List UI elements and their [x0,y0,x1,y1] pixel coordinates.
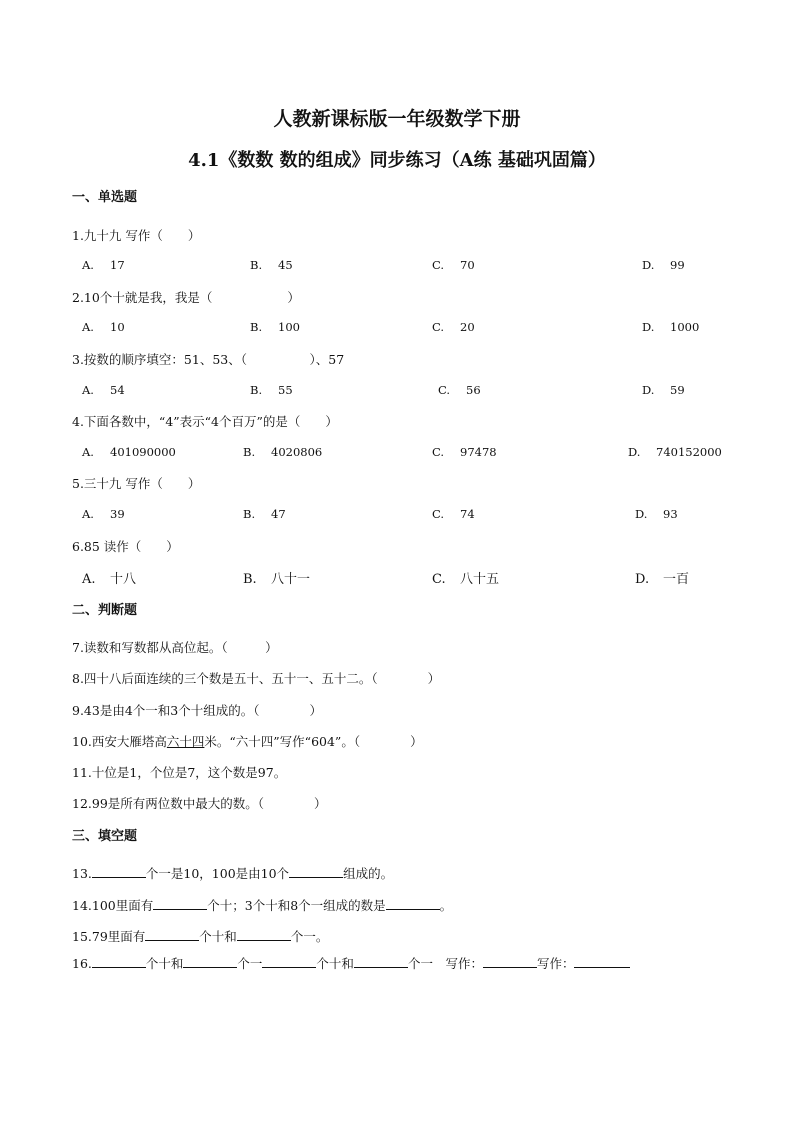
blank-input[interactable] [386,897,440,910]
question-14: 14.100里面有 个十；3个十和8个一组成的数是 。 [72,898,453,913]
question-11: 11.十位是1，个位是7，这个数是97。 [72,765,287,780]
option-3b[interactable]: B. 55 [250,383,293,397]
question-12: 12.99是所有两位数中最大的数。（ ） [72,796,327,811]
blank-input[interactable] [262,955,316,968]
blank-input[interactable] [289,865,343,878]
option-3c[interactable]: C. 56 [438,383,481,397]
blank-input[interactable] [145,928,199,941]
blank-input[interactable] [183,955,237,968]
section-heading-fill-in: 三、填空题 [72,829,138,844]
page-title: 人教新课标版一年级数学下册 [273,108,521,130]
question-3: 3.按数的顺序填空：51、53、（ ）、57 [72,352,345,367]
blank-input[interactable] [237,928,291,941]
blank-input[interactable] [92,955,146,968]
option-5c[interactable]: C. 74 [432,507,475,521]
option-4a[interactable]: A. 401090000 [82,445,176,459]
option-2c[interactable]: C. 20 [432,320,475,334]
question-9: 9.43是由4个一和3个十组成的。（ ） [72,703,322,718]
blank-input[interactable] [354,955,408,968]
question-7: 7.读数和写数都从高位起。（ ） [72,640,278,655]
question-15: 15.79里面有 个十和 个一。 [72,929,329,944]
section-heading-single-choice: 一、单选题 [72,190,138,205]
question-8: 8.四十八后面连续的三个数是五十、五十一、五十二。（ ） [72,671,441,686]
option-1c[interactable]: C. 70 [432,258,475,272]
option-5b[interactable]: B. 47 [243,507,286,521]
option-3a[interactable]: A. 54 [82,383,125,397]
option-3d[interactable]: D. 59 [642,383,685,397]
option-6d[interactable]: D. 一百 [635,572,690,587]
option-6c[interactable]: C. 八十五 [432,572,500,587]
section-heading-true-false: 二、判断题 [72,603,138,618]
option-1d[interactable]: D. 99 [642,258,685,272]
question-5: 5.三十九 写作（ ） [72,476,201,491]
question-2: 2.10个十就是我，我是（ ） [72,290,300,305]
option-5a[interactable]: A. 39 [82,507,125,521]
option-2a[interactable]: A. 10 [82,320,125,334]
question-10: 10.西安大雁塔高六十四米。“六十四”写作“604”。（ ） [72,734,423,749]
blank-input[interactable] [153,897,207,910]
question-16: 16. 个十和 个一 个十和 个一 写作： 写作： [72,954,630,972]
option-2d[interactable]: D. 1000 [642,320,700,334]
option-6b[interactable]: B. 八十一 [243,572,311,587]
option-4b[interactable]: B. 4020806 [243,445,323,459]
option-4d[interactable]: D. 740152000 [628,445,722,459]
option-4c[interactable]: C. 97478 [432,445,497,459]
option-1a[interactable]: A. 17 [82,258,125,272]
option-6a[interactable]: A. 十八 [82,572,137,587]
question-4: 4.下面各数中，“4”表示“4个百万”的是（ ） [72,414,338,429]
blank-input[interactable] [574,955,630,968]
question-1: 1.九十九 写作（ ） [72,228,201,243]
option-5d[interactable]: D. 93 [635,507,678,521]
page-subtitle: 4.1《数数 数的组成》同步练习（A练 基础巩固篇） [188,150,606,171]
blank-input[interactable] [92,865,146,878]
option-1b[interactable]: B. 45 [250,258,293,272]
question-13: 13. 个一是10，100是由10个 组成的。 [72,866,394,881]
option-2b[interactable]: B. 100 [250,320,300,334]
question-6: 6.85 读作（ ） [72,539,179,554]
blank-input[interactable] [483,955,537,968]
